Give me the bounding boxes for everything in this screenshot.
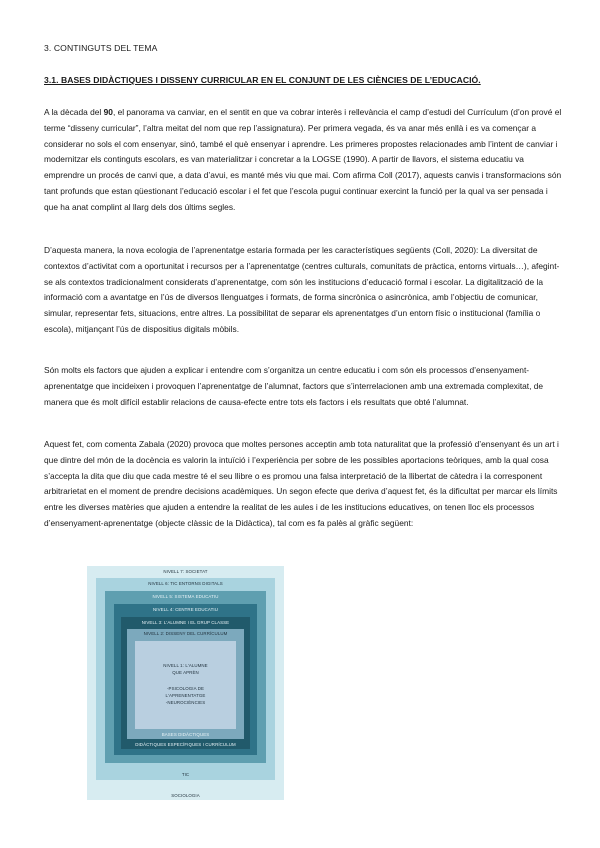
paragraph-1-year: 90: [103, 107, 113, 117]
level-2-bottom-label: BASES DIDÀCTIQUES: [161, 732, 210, 737]
paragraph-4: Aquest fet, com comenta Zabala (2020) provoca que moltes persones acceptin amb tota naturalitat que la professió d’ensenyant és un art i que dintre del món de la docència es valorin la intuïció i l’experiència per sobre de les possibles aportacions teòriques, amb la qual cosa s’accepta la dita que diu que cada mestre té el seu llibre o es promou una falsa interpretació de la llibertat de càtedra i la corresponent arbitrarietat en el moment de prendre decisions acadèmiques. Un segon efecte que deriva d’aquest fet, és la dificultat per marcar els límits entre les diverses matèries que ajuden a entendre la realitat de les aules i de les institucions educatives, on tenen lloc els processos d’ensenyament-aprenentatge (objecte clàssic de la Didàctica), tal com es fa palès al gràfic següent:: [44, 439, 559, 528]
level-7-bottom-label: SOCIOLOGIA: [171, 793, 200, 798]
level-7-label: NIVELL 7: SOCIETAT: [163, 569, 208, 574]
level-4-label: NIVELL 4: CENTRE EDUCATIU: [153, 607, 218, 612]
level-3-label: NIVELL 3: L'ALUMNE I EL GRUP CLASSE: [141, 620, 230, 625]
learning-label: L'APRENENTATGE: [165, 693, 206, 698]
level-5-label: NIVELL 5: SISTEMA EDUCATIU: [152, 594, 219, 599]
paragraph-1: [44, 105, 564, 216]
paragraph-1-start: A la dècada del: [44, 107, 104, 117]
level-6-bottom-label: TIC: [181, 772, 190, 777]
paragraph-1-rest: , el panorama va canviar, en el sentit en que va cobrar interès i rellevància el camp d’estudi del Currículum (d’on prové el terme “disseny curricular”, l’altra meitat del nom que rep l’assignatura). Per primera vegada, és va anar més enllà i es va començar a considerar no sols el com ensenyar, sinó, també el què ensenyar i aprendre. Les primeres propostes relacionades amb l’intent de canviar i modernitzar els continguts escolars, es van materialitzar i concretar a la LOGSE (1990). A partir de llavors, el sistema educatiu va emprendre un procés de canvi que, a data d’avui, es manté més viu que mai. Com afirma Coll (2017), aquests canvis i transformacions són tant profunds que estan qüestionant l’educació escolar i el fet que l’escola pugui continuar exercint la funció per la qual va ser pensada i que ha anat complint al llarg dels dos últims segles.: [44, 107, 562, 212]
level-1-label: NIVELL 1: L'ALUMNE: [163, 663, 208, 668]
neuroscience-label: -NEUROCIÈNCIES: [165, 700, 206, 705]
level-1-box: [135, 641, 236, 729]
paragraph-3: Són molts els factors que ajuden a explicar i entendre com s’organitza un centre educatiu i com són els processos d’ensenyament-aprenentatge que incideixen i provoquen l’aprenentatge de l’alumnat, factors que s’interrelacionen amb una extremada complexitat, de manera que és molt difícil establir relacions de causa-efecte entre tots els factors i els resultats que obté l’alumnat.: [44, 365, 544, 407]
psychology-label: -PSICOLOGIA DE: [166, 686, 205, 691]
level-2-label: NIVELL 2: DISSENY DEL CURRÍCULUM: [143, 631, 228, 636]
subsection-title: 3.1. BASES DIDÀCTIQUES I DISSENY CURRICULAR EN EL CONJUNT DE LES CIÈNCIES DE L’EDUCACIÓ.: [44, 75, 481, 85]
level-1-sublabel: QUE APRÈN: [172, 670, 199, 675]
level-6-label: NIVELL 6: TIC ENTORNS DIGITALS: [148, 581, 223, 586]
nested-levels-diagram: [87, 566, 284, 800]
paragraph-2: D’aquesta manera, la nova ecologia de l’aprenentatge estaria formada per les característiques següents (Coll, 2020): La diversitat de contextos d’activitat com a oportunitat i recursos per a l’aprenentatge (centres culturals, comunitats de pràctica, entorns virtuals…), afegint-se als contextos tradicionalment considerats d’aprenentatge, com són les institucions d’educació formal i escolar. La digitalització de la informació com a avantatge en l’ús de diversos llenguatges i formats, de forma sincrònica o asincrònica, amb l’objectiu de comunicar, simular, representar fets, situacions, entre altres. La possibilitat de separar els aprenentatges d’un entorn físic o institucional (família o escola), mitjançant l’ús de dispositius digitals mòbils.: [44, 245, 560, 334]
section-title: 3. CONTINGUTS DEL TEMA: [44, 43, 158, 53]
level-3-bottom-label: DIDÀCTIQUES ESPECÍFIQUES I CURRÍCULUM: [135, 742, 236, 747]
